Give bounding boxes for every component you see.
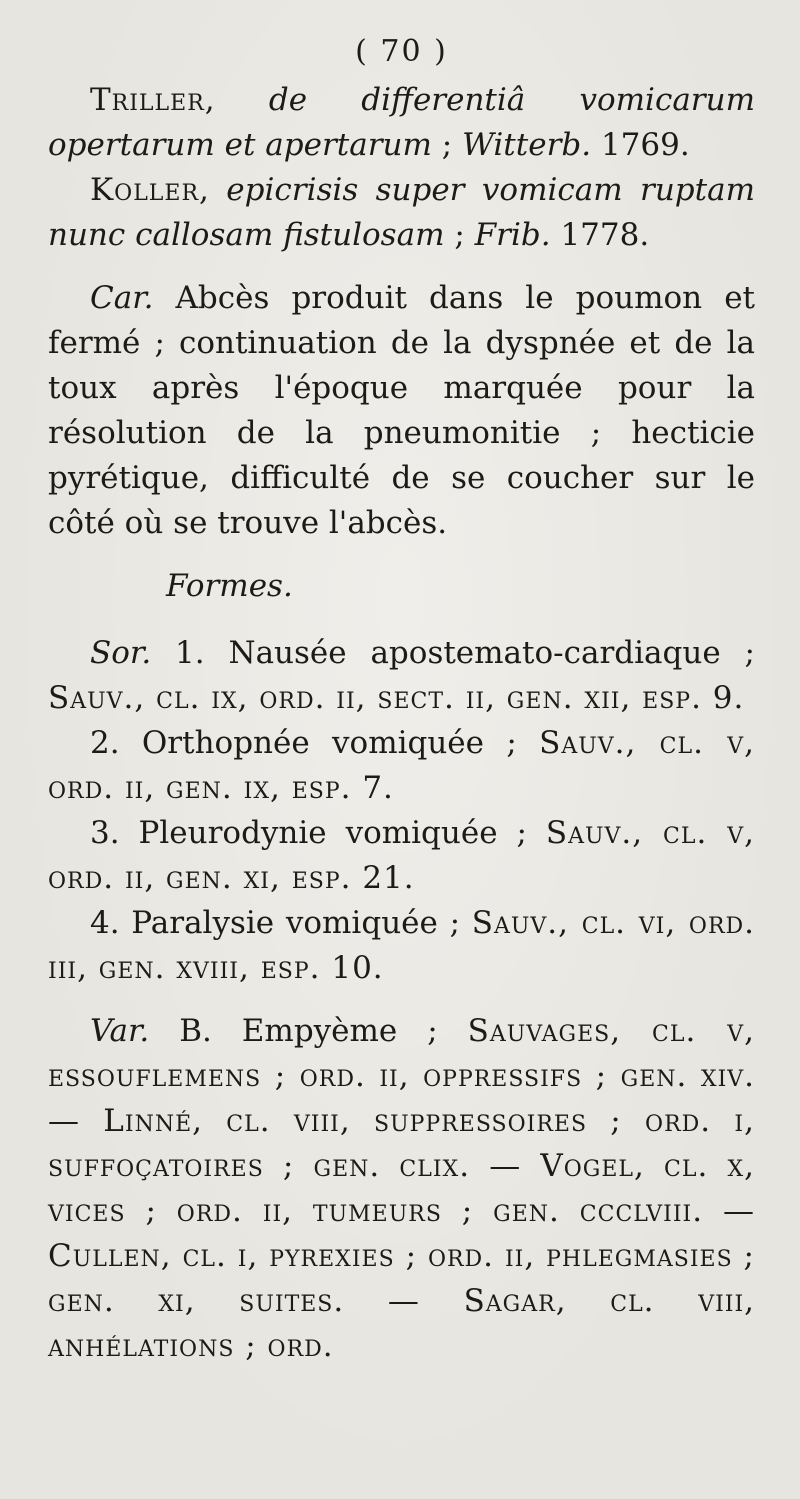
- characteristics-label: Car.: [90, 280, 154, 316]
- cullen-classification: , cl. i, pyrexies ; ord. ii, phlegmasies ; gen. xi, suites. —: [48, 1238, 755, 1319]
- publication-year: 1778.: [560, 217, 650, 253]
- author-cullen: Cullen: [48, 1238, 161, 1274]
- sort-author: Sauv.: [545, 815, 633, 851]
- sort-item-2: 2. Orthopnée vomiquée ; Sauv., cl. v, ord. ii, gen. ix, esp. 7.: [48, 725, 756, 806]
- forms-heading: Formes.: [166, 568, 293, 604]
- sort-reference: , cl. v, ord. ii, gen. ix, esp. 7.: [48, 725, 756, 806]
- sorts-label: Sor.: [90, 635, 152, 671]
- sort-number: 3.: [90, 815, 120, 851]
- characteristics-paragraph: [48, 276, 755, 546]
- sort-name: Paralysie vomiquée: [131, 905, 438, 941]
- sort-author: Sauv.: [471, 905, 559, 941]
- variety-label: Var.: [90, 1013, 150, 1049]
- sauvages-classification: , cl. v, essouflemens ; ord. ii, oppressifs ; gen. xiv. —: [48, 1013, 756, 1139]
- work-title: de differentiâ vomicarum opertarum et apertarum: [48, 82, 755, 163]
- author-sagar: Sagar: [463, 1283, 556, 1319]
- publication-place: Witterb.: [462, 127, 592, 163]
- vogel-classification: , cl. x, vices ; ord. ii, tumeurs ; gen. ccclviii. —: [48, 1148, 755, 1229]
- sort-item-1: Sor. 1. Nausée apostemato-cardiaque ; Sauv., cl. ix, ord. ii, sect. ii, gen. xii, esp. 9.: [48, 635, 755, 716]
- variety-paragraph: [48, 1009, 755, 1369]
- sort-name: Orthopnée vomiquée: [141, 725, 485, 761]
- work-title: epicrisis super vomicam ruptam nunc callosam fistulosam: [48, 172, 755, 253]
- reference-koller: Koller, epicrisis super vomicam ruptam nunc callosam fistulosam ; Frib. 1778.: [48, 172, 755, 253]
- characteristics-text: Abcès produit dans le poumon et fermé ; continuation de la dyspnée et de la toux après l'époque marquée pour la résolution de la pneumonitie ; hecticie pyrétique, difficulté de se coucher sur le côté où se trouve l'abcès.: [48, 280, 756, 541]
- sort-number: 1.: [175, 635, 205, 671]
- author-name: Koller: [90, 172, 200, 208]
- sort-name: Pleurodynie vomiquée: [138, 815, 498, 851]
- sort-number: 2.: [90, 725, 120, 761]
- page-number: ( 70 ): [355, 34, 448, 69]
- author-name: Triller: [90, 82, 205, 118]
- sort-item-3: 3. Pleurodynie vomiquée ; Sauv., cl. v, ord. ii, gen. xi, esp. 21.: [48, 815, 755, 896]
- variety-intro: B. Empyème ;: [179, 1013, 438, 1049]
- sort-author: Sauv.: [48, 680, 135, 716]
- sort-reference: , cl. v, ord. ii, gen. xi, esp. 21.: [48, 815, 755, 896]
- author-vogel: Vogel: [540, 1148, 635, 1184]
- page-text: [48, 28, 755, 1369]
- author-linne: Linné: [103, 1103, 193, 1139]
- publication-year: 1769.: [600, 127, 690, 163]
- sort-reference: , cl. ix, ord. ii, sect. ii, gen. xii, esp. 9.: [134, 680, 745, 716]
- linne-classification: , cl. viii, suppressoires ; ord. i, suffoçatoires ; gen. clix. —: [48, 1103, 755, 1184]
- author-sauvages: Sauvages: [467, 1013, 611, 1049]
- sort-item-4: 4. Paralysie vomiquée ; Sauv., cl. vi, ord. iii, gen. xviii, esp. 10.: [48, 905, 756, 986]
- sagar-classification: , cl. viii, anhélations ; ord.: [48, 1283, 756, 1364]
- sort-number: 4.: [90, 905, 120, 941]
- reference-triller: Triller, de differentiâ vomicarum opertarum et apertarum ; Witterb. 1769.: [48, 82, 755, 163]
- publication-place: Frib.: [474, 217, 551, 253]
- sort-reference: , cl. vi, ord. iii, gen. xviii, esp. 10.: [48, 905, 756, 986]
- sort-author: Sauv.: [539, 725, 626, 761]
- sort-name: Nausée apostemato-cardiaque: [228, 635, 721, 671]
